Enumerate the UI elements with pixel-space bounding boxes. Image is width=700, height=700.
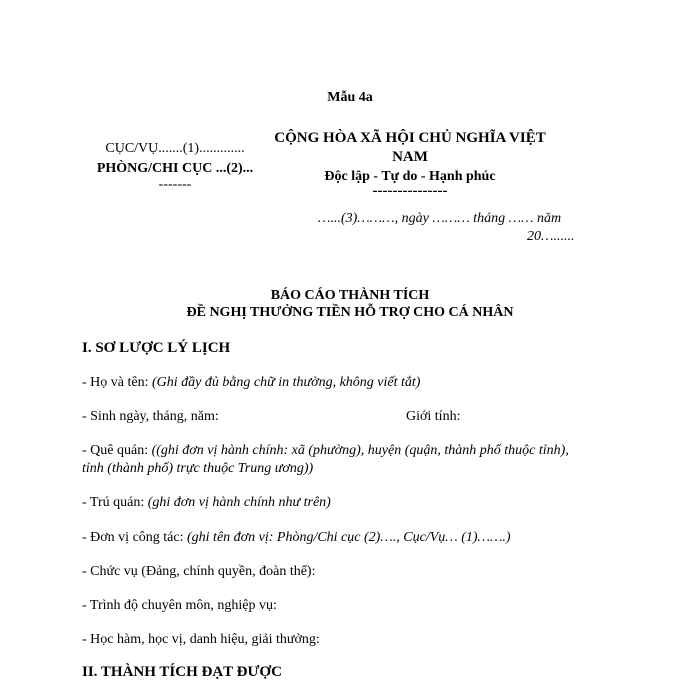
workplace-label: - Đơn vị công tác:: [82, 530, 187, 545]
residence-label: - Trú quán:: [82, 495, 148, 510]
field-full-name: [82, 373, 420, 392]
field-academic-degree: - Học hàm, học vị, danh hiệu, giải thưởng:: [82, 632, 320, 647]
section-1-heading: I. SƠ LƯỢC LÝ LỊCH: [82, 340, 231, 356]
national-separator: ---------------: [372, 183, 448, 199]
report-title: BÁO CÁO THÀNH TÍCH: [270, 288, 430, 303]
date-line: …...(3)………, ngày ……… tháng …… năm: [318, 211, 562, 226]
hometown-label: - Quê quán:: [82, 443, 152, 458]
field-position: - Chức vụ (Đảng, chính quyền, đoàn thể):: [82, 564, 316, 579]
org-separator: -------: [158, 177, 192, 192]
org-line-2: PHÒNG/CHI CỤC ...(2)...: [96, 161, 254, 176]
field-expertise: - Trình độ chuyên môn, nghiệp vụ:: [82, 598, 277, 613]
workplace-hint: (ghi tên đơn vị: Phòng/Chi cục (2)…., Cục/Vụ… (1)…….): [187, 530, 511, 545]
form-label: Mẫu 4a: [327, 90, 373, 105]
hometown-hint-1: ((ghi đơn vị hành chính: xã (phường), huyện (quận, thành phố thuộc tỉnh),: [151, 443, 569, 458]
residence-hint: (ghi đơn vị hành chính như trên): [147, 495, 331, 510]
hometown-hint-2: tỉnh (thành phố) trực thuộc Trung ương)): [82, 461, 314, 476]
date-line-year: 20…......: [527, 229, 575, 244]
national-motto: Độc lập - Tự do - Hạnh phúc: [324, 169, 496, 184]
org-line-1: CỤC/VỤ.......(1).............: [105, 141, 245, 156]
field-hometown: [82, 441, 569, 460]
field-date-of-birth: - Sinh ngày, tháng, năm:: [82, 409, 219, 424]
national-title: CỘNG HÒA XÃ HỘI CHỦ NGHĨA VIỆT NAM: [274, 130, 546, 165]
report-subtitle: ĐỀ NGHỊ THƯỞNG TIỀN HỖ TRỢ CHO CÁ NHÂN: [186, 305, 514, 320]
section-2-heading: II. THÀNH TÍCH ĐẠT ĐƯỢC: [82, 664, 282, 680]
full-name-hint: (Ghi đầy đủ bằng chữ in thường, không viết tắt): [151, 375, 421, 390]
full-name-label: - Họ và tên:: [82, 375, 152, 390]
field-workplace: [82, 528, 511, 547]
national-header: [270, 129, 550, 199]
field-residence: [82, 493, 331, 512]
field-gender: Giới tính:: [406, 409, 461, 424]
issuing-organization: [80, 139, 270, 191]
